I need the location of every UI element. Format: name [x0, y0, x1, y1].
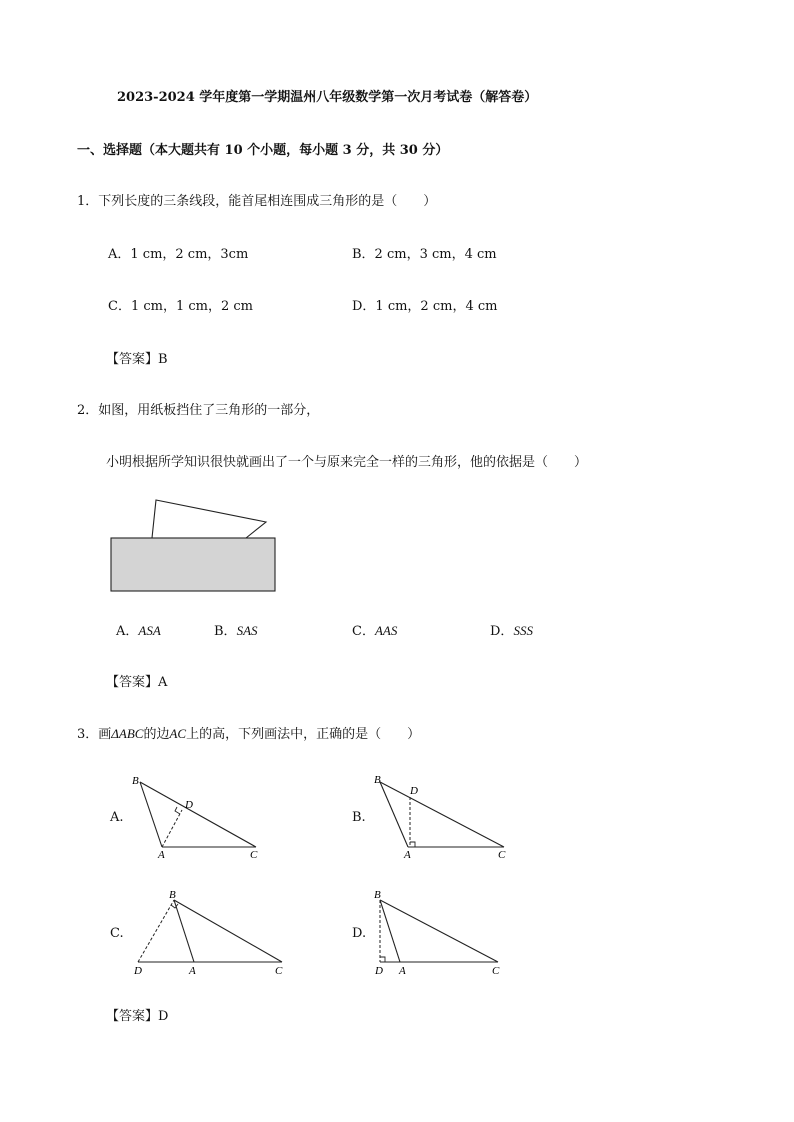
point-label-a: A	[189, 965, 196, 977]
q3-option-d-label: D.	[352, 926, 367, 941]
q1-option-d: D．1 cm，2 cm，4 cm	[352, 299, 498, 314]
point-label-b: B	[132, 775, 139, 787]
q3-figure-a	[128, 772, 268, 864]
q1-stem: 1．下列长度的三条线段，能首尾相连围成三角形的是（ ）	[77, 194, 437, 209]
q2-stem-line1: 2．如图，用纸板挡住了三角形的一部分，	[77, 403, 320, 418]
q2-option-c: C．AAS	[352, 623, 398, 639]
point-label-a: A	[158, 849, 165, 861]
q3-figure-c	[128, 886, 294, 978]
q3-option-c-label: C.	[110, 926, 124, 941]
q3-option-b-label: B.	[352, 810, 366, 825]
q2-figure	[108, 494, 280, 594]
q1-option-c: C．1 cm，1 cm，2 cm	[108, 299, 253, 314]
q3-answer: 【答案】D	[106, 1009, 169, 1024]
point-label-c: C	[492, 965, 500, 977]
q2-option-a: A．ASA	[116, 623, 161, 639]
q3-figure-b	[370, 770, 520, 864]
q2-option-d: D．SSS	[490, 623, 533, 639]
q1-option-b: B．2 cm，3 cm，4 cm	[352, 247, 497, 262]
point-label-d: D	[134, 965, 142, 977]
q2-answer: 【答案】A	[106, 675, 168, 690]
q3-stem: 3．画ΔABC的边AC上的高，下列画法中，正确的是（ ）	[77, 726, 421, 742]
q3-option-a-label: A.	[110, 810, 124, 825]
point-label-d: D	[185, 799, 193, 811]
cardboard-cover	[111, 538, 275, 591]
point-label-d: D	[410, 785, 418, 797]
point-label-a: A	[404, 849, 411, 861]
point-label-c: C	[498, 849, 506, 861]
point-label-b: B	[169, 889, 176, 901]
point-label-b: B	[374, 889, 381, 901]
triangle-visible-part	[152, 500, 266, 538]
page-title: 2023-2024 学年度第一学期温州八年级数学第一次月考试卷（解答卷）	[117, 90, 538, 105]
q2-stem-line2: 小明根据所学知识很快就画出了一个与原来完全一样的三角形，他的依据是（ ）	[106, 455, 588, 470]
point-label-d: D	[375, 965, 383, 977]
q1-answer: 【答案】B	[106, 352, 168, 367]
point-label-a: A	[399, 965, 406, 977]
point-label-c: C	[250, 849, 258, 861]
q2-option-b: B．SAS	[214, 623, 258, 639]
section-heading: 一、选择题（本大题共有 10 个小题，每小题 3 分，共 30 分）	[77, 143, 449, 158]
point-label-b: B	[374, 774, 381, 786]
point-label-c: C	[275, 965, 283, 977]
q1-option-a: A．1 cm，2 cm，3cm	[108, 247, 249, 262]
q3-figure-d	[370, 886, 510, 978]
